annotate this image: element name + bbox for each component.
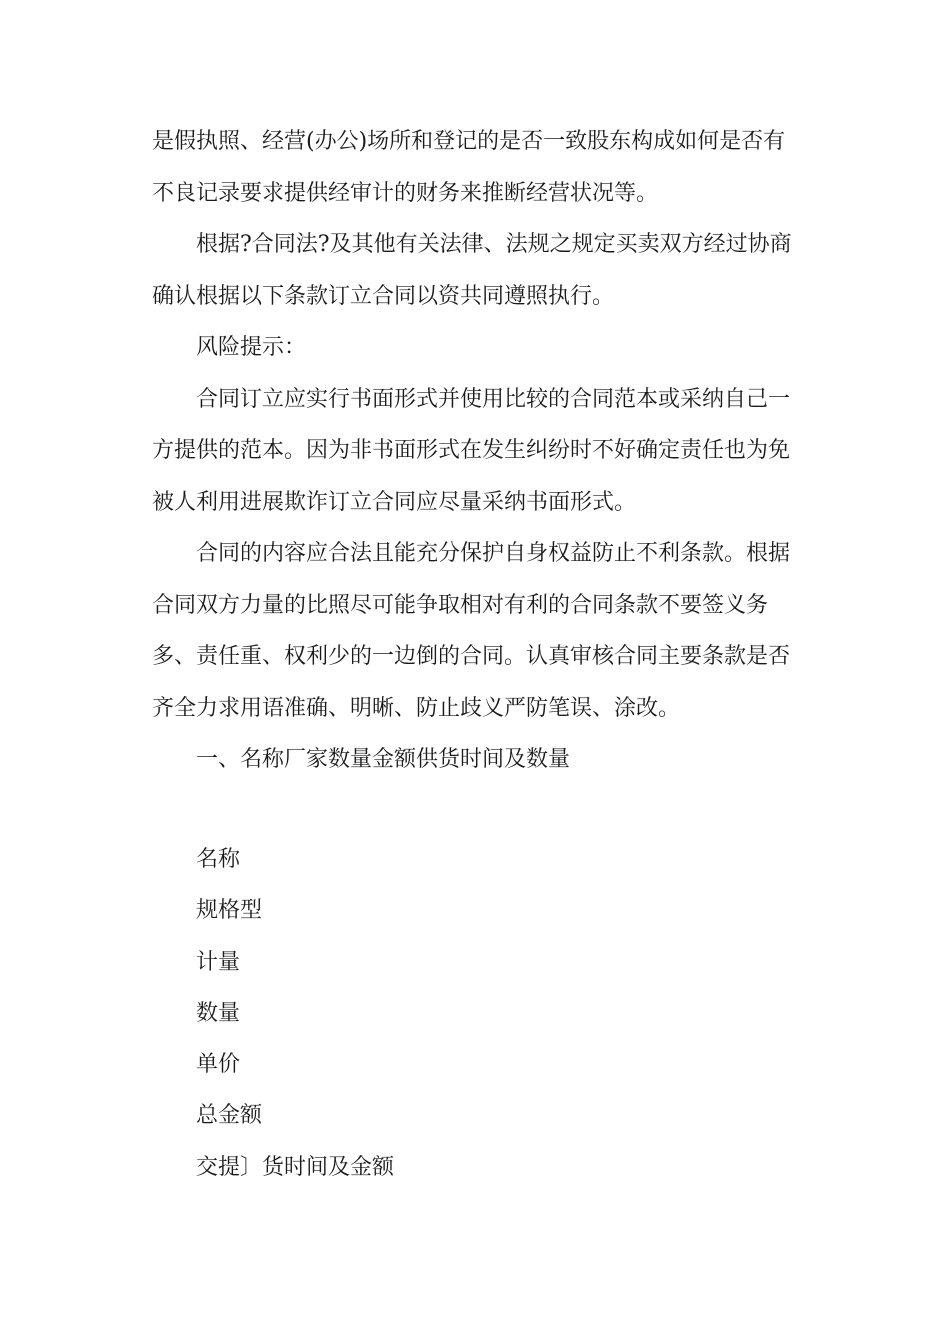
field-item: 总金额 [196, 1103, 263, 1129]
paragraph-business-check [152, 116, 802, 219]
section-heading-1 [152, 734, 802, 786]
field-item: 数量 [196, 1000, 241, 1026]
text-line: 根据?合同法?及其他有关法律、法规之规定买卖双方经过协商 [196, 232, 792, 257]
field-item: 单价 [196, 1052, 241, 1078]
field-item: 计量 [196, 949, 241, 975]
document-body [152, 116, 802, 786]
text-line: 方提供的范本。因为非书面形式在发生纠纷时不好确定责任也为免 [152, 438, 791, 463]
text-line: 合同订立应实行书面形式并使用比较的合同范本或采纳自己一 [196, 386, 791, 412]
text-line: 齐全力求用语准确、明晰、防止歧义严防笔误、涂改。 [152, 695, 681, 721]
text-line: 被人利用进展欺诈订立合同应尽量采纳书面形式。 [152, 489, 637, 515]
text-line: 是假执照、经营(办公)场所和登记的是否一致股东构成如何是否有 [152, 129, 786, 154]
paragraph-written-form [152, 374, 802, 529]
text-line: 合同的内容应合法且能充分保护自身权益防止不利条款。根据 [196, 541, 791, 566]
text-line: 多、责任重、权利少的一边倒的合同。认真审核合同主要条款是否 [152, 644, 791, 669]
paragraph-risk-heading [152, 322, 802, 374]
text-line: 不良记录要求提供经审计的财务来推断经营状况等。 [152, 180, 659, 206]
paragraph-contract-content [152, 528, 802, 734]
field-item: 规格型 [196, 898, 263, 924]
text-line: 一、名称厂家数量金额供货时间及数量 [196, 747, 571, 772]
field-item: 名称 [196, 847, 241, 872]
text-line: 风险提示： [196, 335, 307, 360]
field-item: 交提〕货时间及金额 [196, 1154, 395, 1180]
field-list [196, 834, 394, 1193]
text-line: 合同双方力量的比照尽可能争取相对有利的合同条款不要签义务 [152, 592, 769, 618]
paragraph-legal-basis [152, 219, 802, 322]
text-line: 确认根据以下条款订立合同以资共同遵照执行。 [152, 283, 615, 309]
